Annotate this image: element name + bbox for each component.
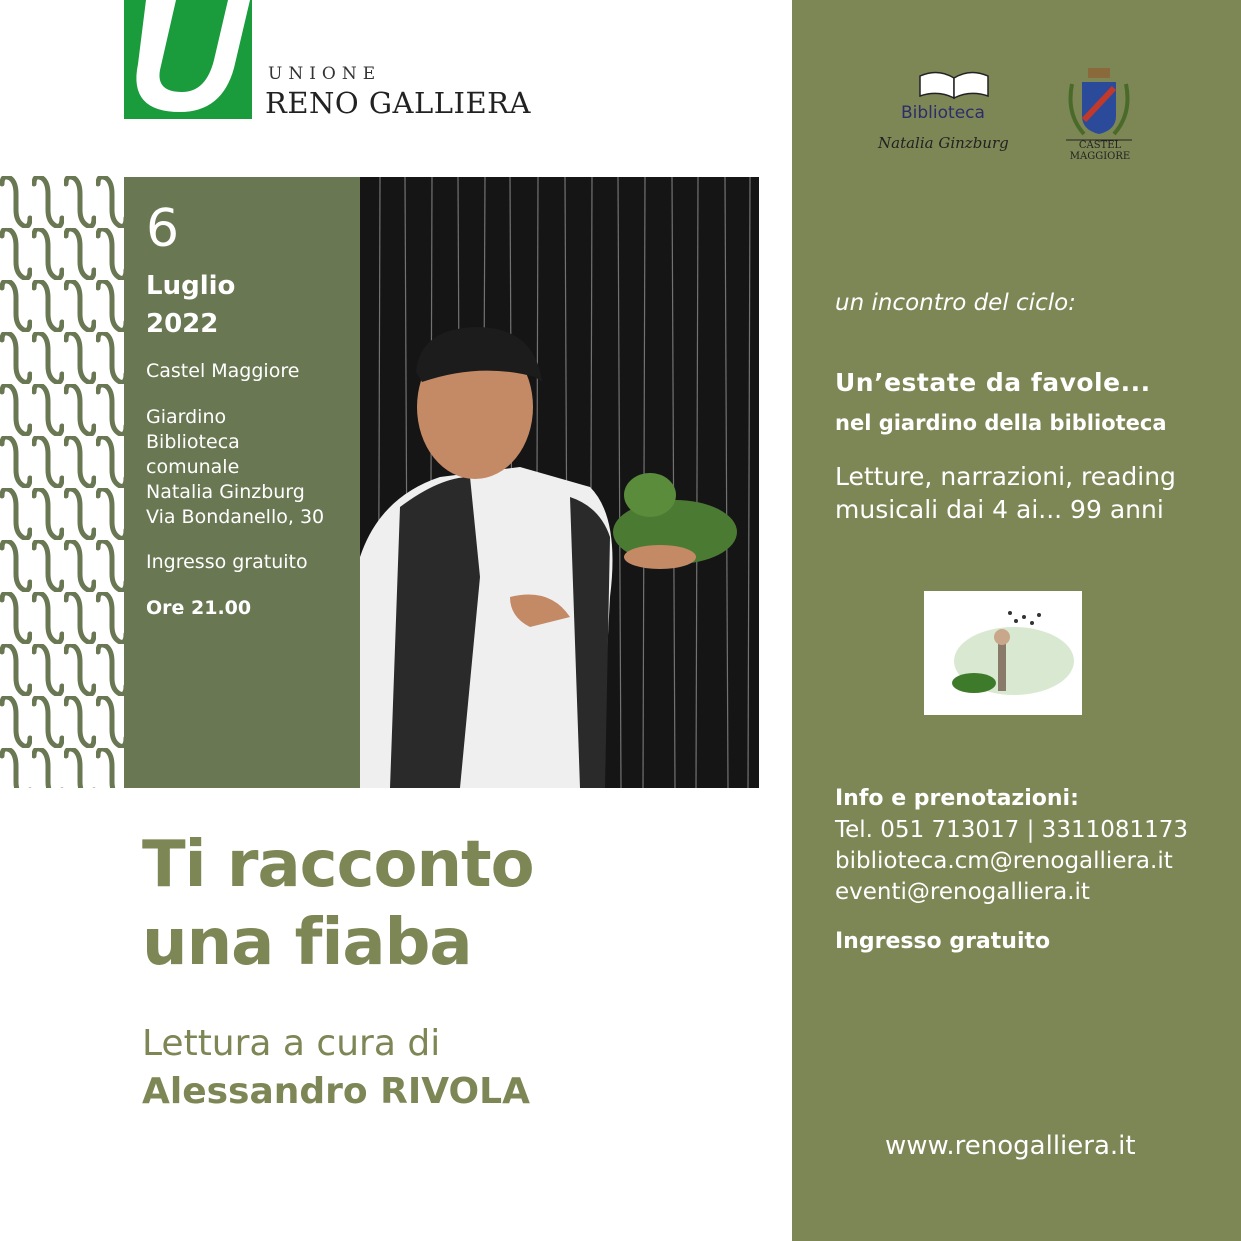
description-line-1: Letture, narrazioni, reading [835,462,1176,491]
library-signature: Natalia Ginzburg [878,134,1009,152]
wave-pattern [0,176,124,788]
event-time: Ore 21.00 [146,597,252,619]
title-line-2: una fiaba [142,906,472,980]
venue-line: Natalia Ginzburg [146,481,305,503]
email-link[interactable]: biblioteca.cm@renogalliera.it [835,848,1173,874]
logo-line-2: RENO GALLIERA [265,86,531,120]
event-month-year [146,267,235,343]
description-line-2: musicali dai 4 ai... 99 anni [835,495,1164,524]
event-year: 2022 [146,309,219,339]
logo-line-1: UNIONE [268,64,382,84]
event-day: 6 [146,199,180,259]
town-label-line-1: CASTEL [1078,140,1122,151]
cycle-name: Un’estate da favole... [835,368,1151,397]
phone-number: Tel. 051 713017 | 3311081173 [835,817,1189,843]
cycle-subtitle: nel giardino della biblioteca [835,411,1167,435]
event-title [142,826,534,982]
library-label: Biblioteca [901,103,985,123]
email-link[interactable]: eventi@renogalliera.it [835,879,1090,905]
venue-line: Biblioteca [146,431,240,453]
town-label [1066,140,1134,162]
venue-line: Giardino [146,406,227,428]
performer-photo [360,177,759,788]
performer-name: Alessandro RIVOLA [142,1071,530,1112]
reading-by-label: Lettura a cura di [142,1023,441,1064]
event-entry: Ingresso gratuito [146,551,308,573]
venue-line: Via Bondanello, 30 [146,506,325,528]
entry-free: Ingresso gratuito [835,929,1051,954]
event-town: Castel Maggiore [146,360,300,382]
info-title: Info e prenotazioni: [835,786,1079,811]
event-month: Luglio [146,271,236,301]
town-label-line-2: MAGGIORE [1069,151,1131,162]
venue-line: comunale [146,456,240,478]
unione-logo-icon [124,0,252,119]
title-line-1: Ti racconto [142,828,534,902]
fairy-tale-illustration [924,591,1082,715]
cycle-description [835,460,1176,526]
event-venue [146,405,324,530]
website-link[interactable]: www.renogalliera.it [885,1131,1136,1161]
cycle-intro: un incontro del ciclo: [835,290,1076,316]
date-panel [124,177,360,788]
contact-details [835,815,1188,908]
